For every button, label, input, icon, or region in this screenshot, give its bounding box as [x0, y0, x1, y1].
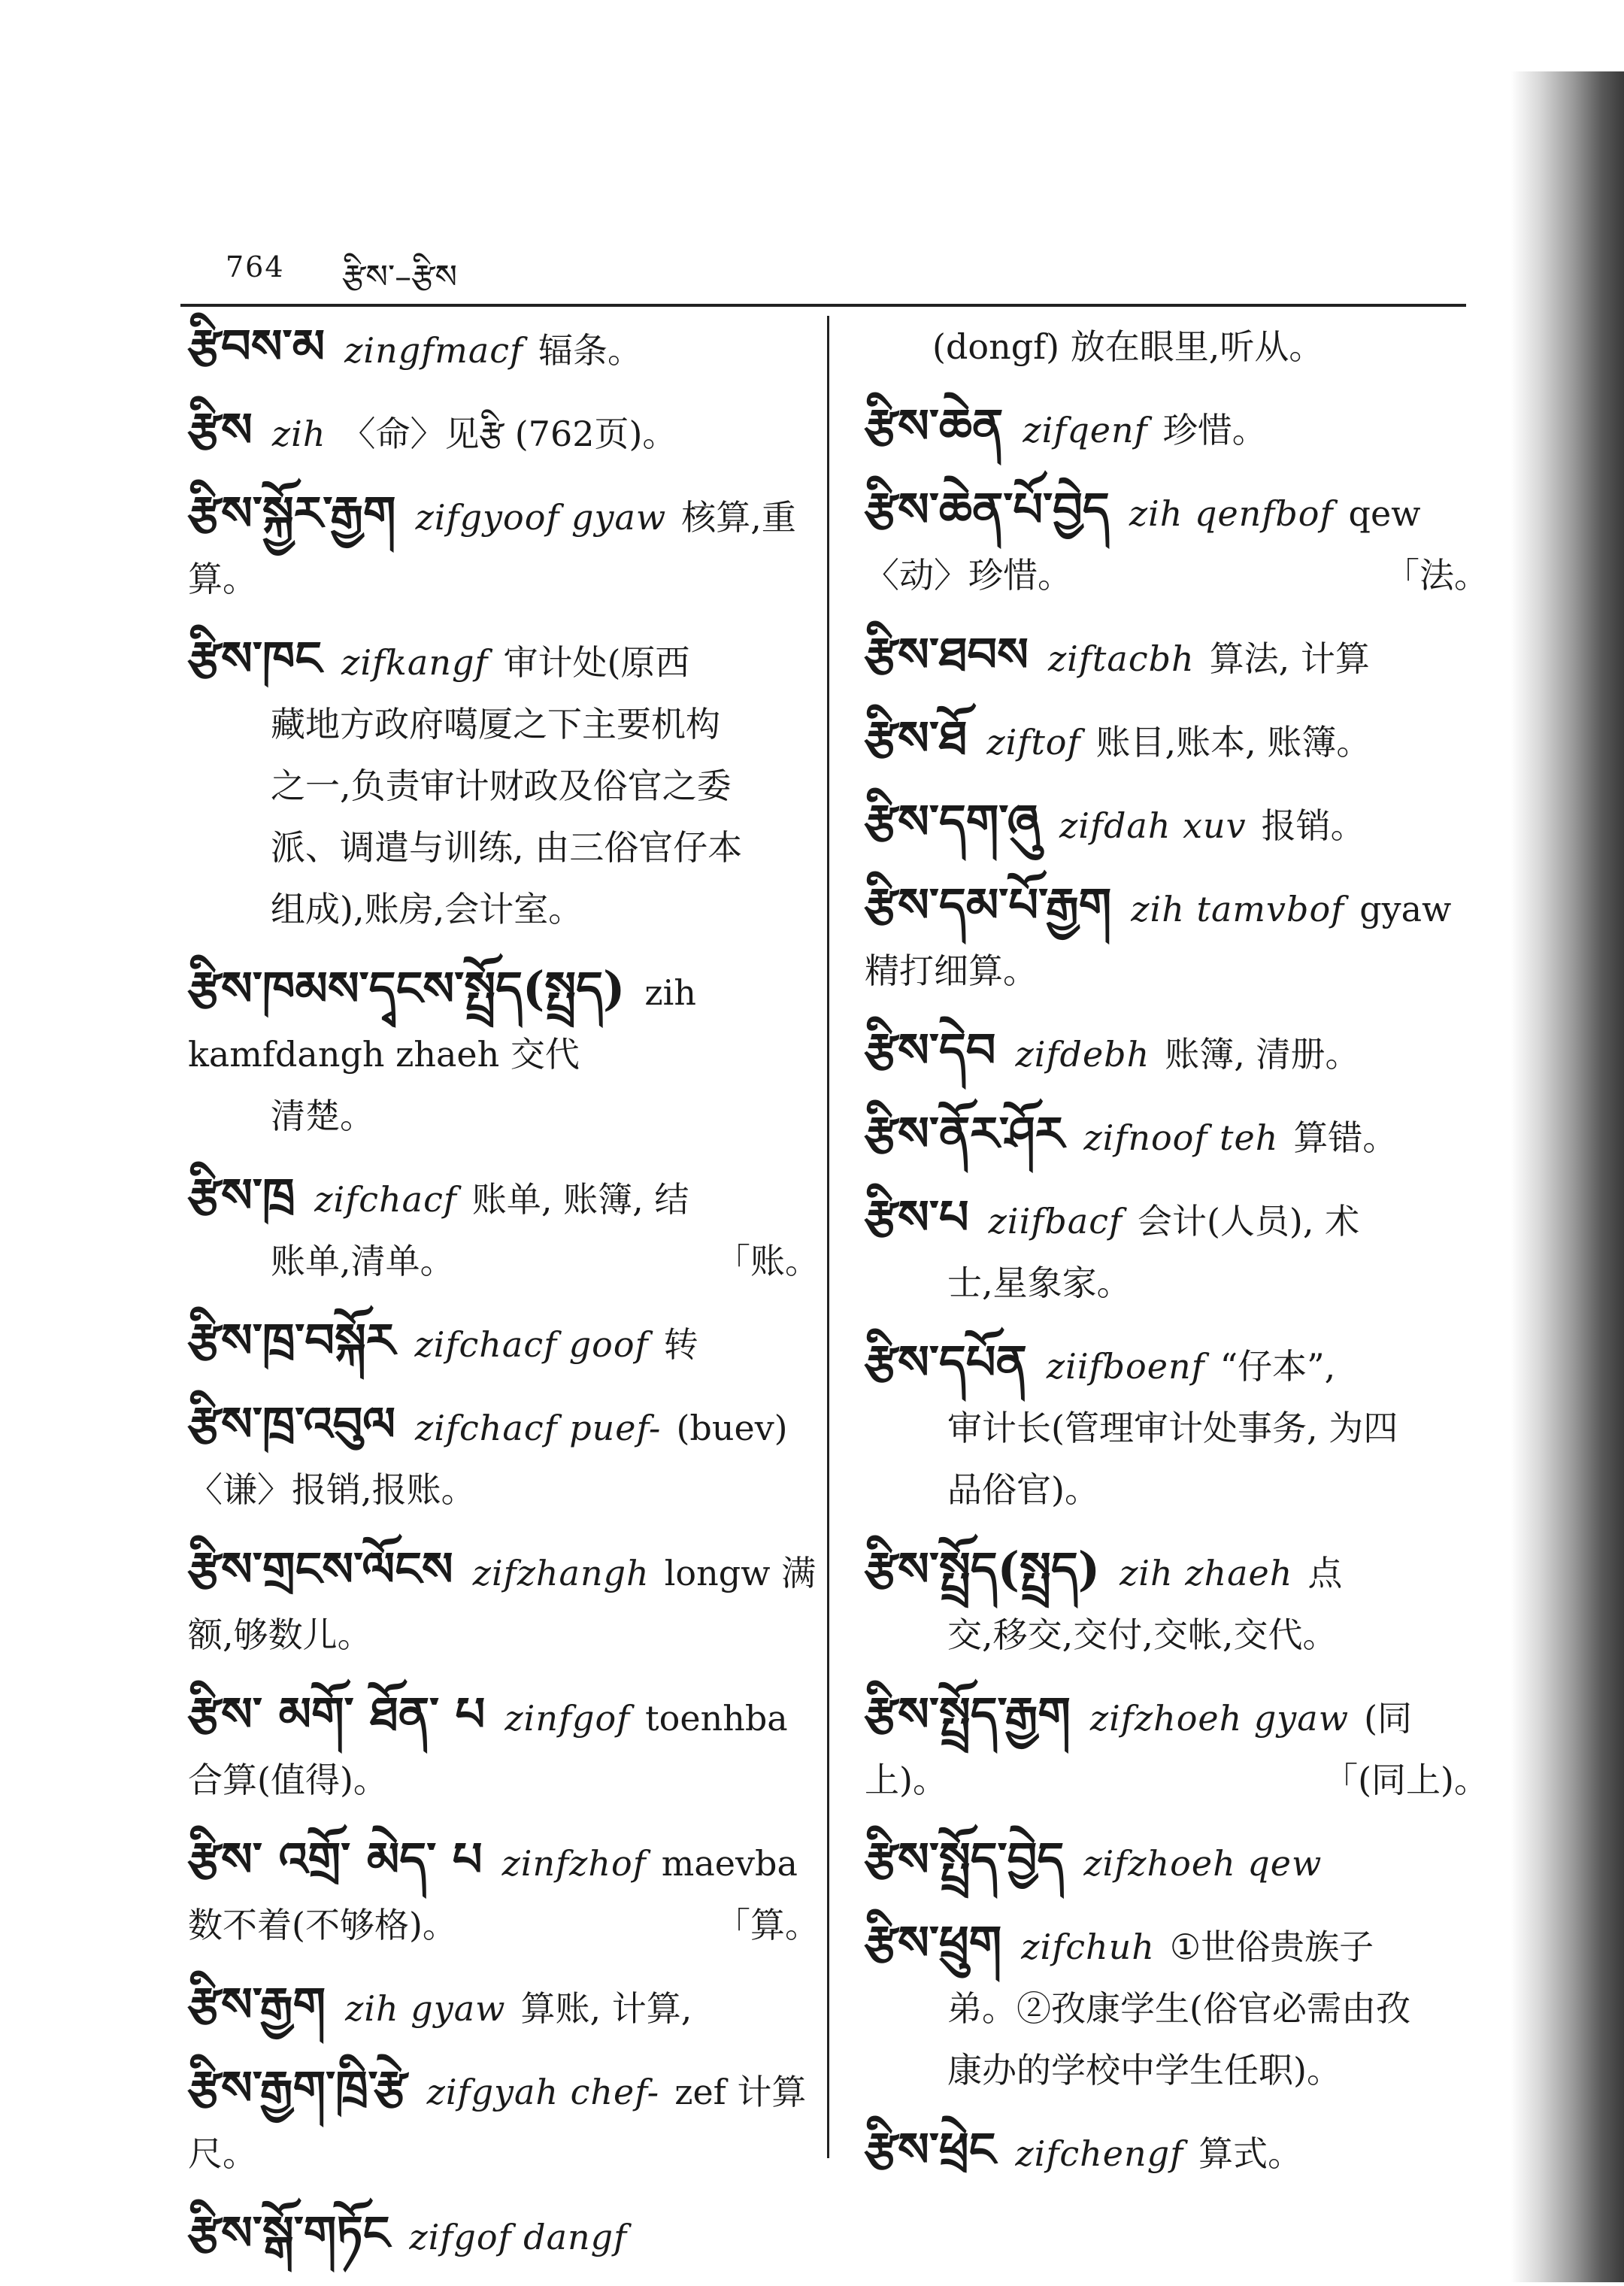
- running-head: རྩིས་–རྩིས: [342, 258, 458, 296]
- entry-first-line: [865, 2119, 1489, 2184]
- entry-first-line: [865, 624, 1489, 690]
- dictionary-entry: [188, 483, 820, 610]
- entry-first-line: [188, 2057, 820, 2184]
- entry-headword: རྩིས་ཁང: [188, 631, 323, 686]
- entry-headword: རྩིས་ཁམས་དྭངས་སྤྲོད(སྤྲད): [188, 961, 626, 1016]
- entry-gloss-continuation: 士,星象家。: [947, 1263, 1132, 1303]
- entry-gloss: 账单, 账簿, 结: [471, 1179, 689, 1220]
- entry-headword: རྩིས་དཔོན: [865, 1335, 1027, 1390]
- entry-first-line: [865, 1539, 1489, 1604]
- entry-romanization: zifchacf puef-: [415, 1408, 662, 1448]
- entry-romanization: zingfmacf: [344, 330, 524, 371]
- entry-gloss: 审计处(原西: [503, 642, 690, 683]
- entry-gloss: 算式。: [1198, 2133, 1303, 2174]
- entry-gloss-continuation: 清楚。: [271, 1096, 374, 1136]
- catchword: 「算。: [716, 1905, 820, 1945]
- entry-headword: རྩིས་གྲངས་ལོངས: [188, 1542, 453, 1596]
- entry-gloss: 转: [663, 1324, 698, 1365]
- entry-romanization: zinfzhof: [501, 1843, 647, 1884]
- dictionary-entry: [865, 708, 1489, 773]
- entry-first-line: [188, 1165, 820, 1230]
- dictionary-entry: [188, 1393, 820, 1520]
- dictionary-entry: [188, 399, 820, 465]
- entry-headword: རྩིས་ཕྲེང: [865, 2122, 996, 2177]
- entry-gloss: gyaw 精打细算。: [865, 889, 1452, 991]
- entry-romanization: zinfgof: [504, 1698, 631, 1739]
- dictionary-entry: [865, 1103, 1489, 1169]
- dictionary-entry: [188, 1684, 820, 1811]
- entry-romanization: ziftacbh: [1047, 638, 1195, 679]
- dictionary-entry: [865, 2119, 1489, 2184]
- entry-gloss-continuation: 交,移交,交付,交帐,交代。: [947, 1614, 1338, 1655]
- entry-gloss: “仔本”,: [1220, 1346, 1336, 1387]
- entry-first-line: [188, 1539, 820, 1666]
- dictionary-entry: [865, 316, 1489, 377]
- entry-headword: རྩིས་ནོར་ཤོར: [865, 1106, 1065, 1161]
- entry-first-line: [865, 875, 1489, 1002]
- dictionary-entry: [188, 316, 820, 381]
- entry-romanization: zifgof dangf: [409, 2217, 628, 2257]
- entry-first-line: [865, 1684, 1489, 1811]
- entry-romanization: zifqenf: [1023, 410, 1148, 450]
- entry-romanization: zifdebh: [1015, 1034, 1150, 1075]
- entry-headword: རྩིས: [188, 402, 253, 457]
- entry-gloss: 算账, 计算,: [520, 1988, 692, 2029]
- entry-first-line: [188, 483, 820, 610]
- entry-headword: རྩིས་རྒྱག: [188, 1977, 326, 2032]
- entry-gloss-continuation: (dongf) 放在眼里,听从。: [932, 326, 1324, 367]
- header-rule: [180, 304, 1466, 307]
- entry-headword: རྩིས་དེབ: [865, 1023, 996, 1078]
- page-number: 764: [226, 250, 285, 283]
- entry-gloss: maevba 数不着(不够格)。: [188, 1843, 798, 1945]
- catchword: 「法。: [1385, 555, 1489, 596]
- entry-romanization: zih zhaeh: [1120, 1553, 1293, 1593]
- entry-romanization: ziftof: [986, 722, 1081, 763]
- entry-gloss-continuation: 组成),账房,会计室。: [271, 889, 583, 929]
- entry-romanization: zifdah xuv: [1059, 805, 1247, 846]
- entry-gloss-continuation: 弟。②孜康学生(俗官必需由孜: [947, 1988, 1410, 2029]
- entry-headword: རྩིས་དག་ཞུ: [865, 794, 1040, 849]
- entry-first-line: [865, 1020, 1489, 1085]
- entry-romanization: ziifbacf: [988, 1201, 1123, 1242]
- entry-romanization: zifchacf goof: [414, 1324, 649, 1365]
- entry-first-line: [865, 708, 1489, 773]
- entry-gloss-continuation: 藏地方政府噶厦之下主要机构: [271, 704, 720, 744]
- dictionary-entry: [188, 1310, 820, 1375]
- entry-gloss: (buev) 〈谦〉报销,报账。: [188, 1408, 788, 1510]
- entry-headword: རྩིས་ཆེན: [865, 399, 1004, 453]
- dictionary-entry: [865, 396, 1489, 461]
- entry-romanization: ziifboenf: [1046, 1346, 1205, 1387]
- dictionary-entry: [188, 1539, 820, 1666]
- entry-headword: རྩིས་ཁྲ་འབུལ: [188, 1396, 396, 1451]
- entry-first-line: [188, 1310, 820, 1375]
- entry-gloss-continuation: 派、调遣与训练, 由三俗官仔本: [271, 827, 743, 868]
- entry-romanization: zifgyoof gyaw: [415, 497, 667, 538]
- dictionary-entry: [865, 1332, 1489, 1520]
- entry-romanization: zifzhangh: [472, 1553, 650, 1593]
- entry-romanization: zifnoof teh: [1083, 1117, 1279, 1158]
- entry-romanization: zifgyah chef-: [426, 2072, 660, 2112]
- entry-first-line: [188, 628, 820, 693]
- dictionary-entry: [865, 791, 1489, 856]
- entry-gloss: 账目,账本, 账簿。: [1095, 722, 1371, 763]
- entry-gloss: (同上)。: [865, 1698, 1413, 1800]
- entry-first-line: [865, 479, 1489, 606]
- entry-first-line: [865, 1829, 1489, 1894]
- entry-headword: རྩིས་ མགོ་ ཐོན་ པ: [188, 1687, 486, 1742]
- entry-gloss: 点: [1307, 1553, 1343, 1593]
- dictionary-entry: [865, 479, 1489, 606]
- page-header: [218, 237, 1421, 296]
- entry-headword: རྩིས་སྐྱོར་རྒྱག: [188, 486, 396, 541]
- dictionary-entry: [865, 1829, 1489, 1894]
- entry-first-line: [865, 396, 1489, 461]
- entry-first-line: [188, 1829, 820, 1956]
- entry-headword: རྩིས་ འགྲོ་ མེད་ པ: [188, 1832, 483, 1887]
- dictionary-entry: [865, 1187, 1489, 1314]
- entry-headword: རྩིས་སྤྲོད་རྒྱག: [865, 1687, 1071, 1742]
- entry-romanization: zih gyaw: [345, 1988, 506, 2029]
- entry-first-line: [865, 791, 1489, 856]
- entry-headword: རྩིས་སྤྲོད(སྤྲད): [865, 1542, 1101, 1596]
- entry-romanization: zifzhoeh qew: [1083, 1843, 1323, 1884]
- entry-first-line: [865, 1187, 1489, 1252]
- dictionary-entry: [865, 624, 1489, 690]
- entry-first-line: [865, 1103, 1489, 1169]
- entry-first-line: [188, 1393, 820, 1520]
- left-column: [188, 316, 820, 2286]
- entry-romanization: zifchengf: [1015, 2133, 1184, 2174]
- catchword: 「(同上)。: [1323, 1760, 1489, 1800]
- entry-gloss: 〈命〉见རྩི (762页)。: [341, 414, 677, 454]
- entry-gloss: 算错。: [1293, 1117, 1398, 1158]
- right-column: [865, 316, 1489, 2203]
- entry-romanization: zifkangf: [341, 642, 489, 683]
- entry-headword: རྩིས་སྤྲོད་བྱེད: [865, 1832, 1065, 1887]
- entry-romanization: zifchacf: [314, 1179, 457, 1220]
- entry-gloss: qew 〈动〉珍惜。: [865, 493, 1421, 596]
- entry-gloss: longw 满额,够数儿。: [188, 1553, 817, 1655]
- entry-romanization: zih qenfbof: [1129, 493, 1334, 534]
- entry-gloss: 珍惜。: [1162, 410, 1267, 450]
- entry-first-line: [188, 1974, 820, 2039]
- entry-headword: རྩིས་ཐབས: [865, 627, 1029, 682]
- dictionary-entry: [865, 1912, 1489, 2101]
- dictionary-entry: [188, 2203, 820, 2268]
- dictionary-entry: [865, 1684, 1489, 1811]
- entry-gloss-continuation: 之一,负责审计财政及俗官之委: [271, 766, 732, 806]
- entry-first-line: [188, 1684, 820, 1811]
- entry-gloss: 核算,重算。: [188, 497, 796, 599]
- dictionary-entry: [188, 628, 820, 940]
- entry-headword: རྩིས་ཆེན་པོ་བྱེད: [865, 482, 1110, 537]
- entry-romanization: zifchuh: [1021, 1927, 1155, 1967]
- entry-gloss-continuation: 审计长(管理审计处事务, 为四: [947, 1408, 1398, 1448]
- dictionary-entry: [188, 1829, 820, 1956]
- entry-romanization: zih tamvbof: [1131, 889, 1345, 929]
- dictionary-entry: [188, 1165, 820, 1292]
- entry-headword: རྩིས་པ: [865, 1190, 969, 1245]
- entry-gloss: zih kamfdangh zhaeh 交代: [188, 972, 696, 1075]
- entry-first-line: [188, 2203, 820, 2268]
- entry-gloss: 账簿, 清册。: [1165, 1034, 1360, 1075]
- dictionary-entry: [188, 958, 820, 1147]
- entry-romanization: zih: [271, 414, 326, 454]
- entry-headword: རྩིས་ཁྲ་བསྐོར: [188, 1313, 395, 1368]
- dictionary-entry: [865, 875, 1489, 1002]
- dictionary-entry: [865, 1020, 1489, 1085]
- dictionary-entry: [188, 1974, 820, 2039]
- entry-headword: རྩིས་ཕྲུག: [865, 1915, 1002, 1970]
- entry-gloss: 报销。: [1261, 805, 1365, 846]
- dictionary-entry: [865, 1539, 1489, 1666]
- entry-headword: རྩིས་དམ་པོ་རྒྱག: [865, 878, 1112, 932]
- book-edge-shadow: [1511, 71, 1624, 2282]
- entry-gloss: 会计(人员), 术: [1137, 1201, 1360, 1242]
- entry-headword: རྩིས་རྒྱག་ཁྲི་རྩེ: [188, 2060, 408, 2115]
- entry-gloss-continuation: 账单,清单。 「账。: [188, 1230, 820, 1292]
- entry-first-line: [865, 1332, 1489, 1397]
- entry-gloss: ①世俗贵族子: [1169, 1927, 1374, 1967]
- entry-first-line: [188, 316, 820, 381]
- entry-gloss-continuation: 康办的学校中学生任职)。: [947, 2050, 1341, 2090]
- entry-first-line: [188, 958, 820, 1085]
- entry-gloss-continuation: 品俗官)。: [947, 1469, 1099, 1510]
- entry-headword: རྩིབས་མ: [188, 319, 326, 374]
- entry-headword: རྩིས་སྒོ་གཏོང: [188, 2206, 390, 2260]
- entry-romanization: zifzhoeh gyaw: [1089, 1698, 1350, 1739]
- catchword: 「账。: [716, 1241, 820, 1281]
- entry-headword: རྩིས་ཁྲ: [188, 1168, 295, 1223]
- column-divider: [827, 316, 829, 2158]
- entry-gloss: 辐条。: [538, 330, 643, 371]
- entry-first-line: [188, 399, 820, 465]
- dictionary-entry: [188, 2057, 820, 2184]
- entry-gloss: zef 计算尺。: [188, 2072, 807, 2174]
- entry-gloss: toenhba 合算(值得)。: [188, 1698, 788, 1800]
- entry-first-line: [865, 1912, 1489, 1978]
- entry-headword: རྩིས་ཐོ: [865, 711, 968, 766]
- entry-gloss: 算法, 计算: [1209, 638, 1370, 679]
